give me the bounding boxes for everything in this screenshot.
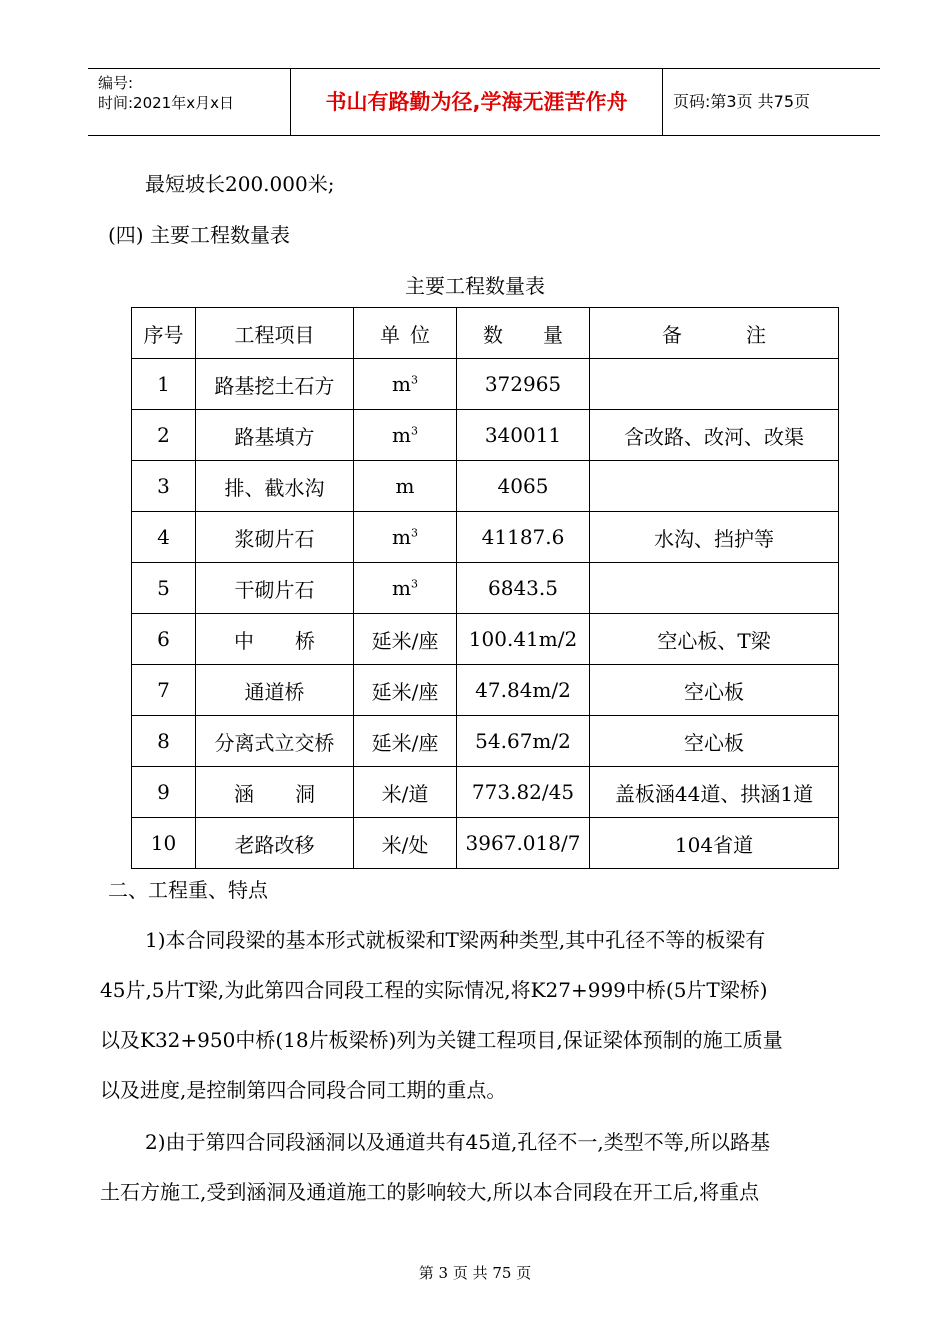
section-four-heading: (四) 主要工程数量表 <box>108 223 290 247</box>
cell-unit <box>354 818 457 869</box>
cell-note: 空心板 <box>590 716 839 767</box>
page-header <box>88 68 880 136</box>
unit-superscript: 3 <box>410 373 418 387</box>
cell-no: 7 <box>132 665 196 716</box>
unit-superscript: 3 <box>410 526 418 540</box>
unit-text: m <box>395 474 415 498</box>
cell-unit <box>354 410 457 461</box>
cell-qty: 47.84m/2 <box>457 665 590 716</box>
cell-qty: 3967.018/7 <box>457 818 590 869</box>
cell-note: 含改路、改河、改渠 <box>590 410 839 461</box>
unit-text: m <box>392 372 411 396</box>
cell-no: 2 <box>132 410 196 461</box>
col-header-unit: 单 位 <box>354 308 457 359</box>
table-row <box>132 410 839 461</box>
cell-no: 4 <box>132 512 196 563</box>
unit-text: 延米/座 <box>371 730 439 755</box>
cell-no: 5 <box>132 563 196 614</box>
unit-text: 米/处 <box>381 832 429 857</box>
table-row <box>132 359 839 410</box>
table-row <box>132 818 839 869</box>
unit-superscript: 3 <box>410 424 418 438</box>
cell-no: 3 <box>132 461 196 512</box>
cell-unit <box>354 563 457 614</box>
time-label: 时间:2021年x月x日 <box>98 94 234 112</box>
cell-item: 排、截水沟 <box>196 461 354 512</box>
cell-qty: 6843.5 <box>457 563 590 614</box>
cell-qty: 4065 <box>457 461 590 512</box>
cell-item: 分离式立交桥 <box>196 716 354 767</box>
intro-line: 最短坡长200.000米; <box>145 172 335 196</box>
cell-unit <box>354 512 457 563</box>
cell-item: 干砌片石 <box>196 563 354 614</box>
unit-text: 延米/座 <box>371 679 439 704</box>
header-page-info: 页码:第3页 共75页 <box>673 92 811 111</box>
table-row <box>132 716 839 767</box>
cell-qty: 340011 <box>457 410 590 461</box>
col-header-no: 序号 <box>132 308 196 359</box>
cell-unit <box>354 716 457 767</box>
number-label: 编号: <box>98 74 134 92</box>
table-row <box>132 512 839 563</box>
col-header-qty: 数 量 <box>457 308 590 359</box>
cell-note: 空心板 <box>590 665 839 716</box>
cell-qty: 773.82/45 <box>457 767 590 818</box>
paragraph-line: 2)由于第四合同段涵洞以及通道共有45道,孔径不一,类型不等,所以路基 <box>145 1130 771 1154</box>
cell-item: 浆砌片石 <box>196 512 354 563</box>
cell-unit <box>354 767 457 818</box>
cell-unit <box>354 461 457 512</box>
table-row <box>132 767 839 818</box>
unit-text: m <box>392 525 411 549</box>
cell-no: 1 <box>132 359 196 410</box>
cell-note: 水沟、挡护等 <box>590 512 839 563</box>
cell-note <box>590 563 839 614</box>
unit-text: 米/道 <box>381 781 429 806</box>
cell-no: 9 <box>132 767 196 818</box>
table-row <box>132 665 839 716</box>
cell-item: 中 桥 <box>196 614 354 665</box>
paragraph-line: 1)本合同段梁的基本形式就板梁和T梁两种类型,其中孔径不等的板梁有 <box>145 928 766 952</box>
cell-no: 8 <box>132 716 196 767</box>
cell-item: 路基挖土石方 <box>196 359 354 410</box>
cell-unit <box>354 614 457 665</box>
paragraph-line: 45片,5片T梁,为此第四合同段工程的实际情况,将K27+999中桥(5片T梁桥) <box>100 978 768 1002</box>
table-row <box>132 563 839 614</box>
table-row <box>132 461 839 512</box>
col-header-note: 备 注 <box>590 308 839 359</box>
cell-no: 10 <box>132 818 196 869</box>
unit-text: 延米/座 <box>371 628 439 653</box>
cell-qty: 54.67m/2 <box>457 716 590 767</box>
table-header-row <box>132 308 839 359</box>
cell-note: 空心板、T梁 <box>590 614 839 665</box>
cell-note: 盖板涵44道、拱涵1道 <box>590 767 839 818</box>
cell-qty: 100.41m/2 <box>457 614 590 665</box>
cell-note <box>590 359 839 410</box>
unit-text: m <box>392 423 411 447</box>
paragraph-line: 土石方施工,受到涵洞及通道施工的影响较大,所以本合同段在开工后,将重点 <box>100 1180 760 1204</box>
cell-note: 104省道 <box>590 818 839 869</box>
cell-item: 涵 洞 <box>196 767 354 818</box>
header-meta <box>88 69 291 135</box>
paragraph-line: 以及进度,是控制第四合同段合同工期的重点。 <box>100 1078 507 1102</box>
table-title: 主要工程数量表 <box>405 274 545 298</box>
cell-unit <box>354 665 457 716</box>
col-header-item: 工程项目 <box>196 308 354 359</box>
cell-unit <box>354 359 457 410</box>
unit-text: m <box>392 576 411 600</box>
cell-qty: 41187.6 <box>457 512 590 563</box>
unit-superscript: 3 <box>410 577 418 591</box>
cell-note <box>590 461 839 512</box>
cell-item: 路基填方 <box>196 410 354 461</box>
cell-no: 6 <box>132 614 196 665</box>
header-motto: 书山有路勤为径,学海无涯苦作舟 <box>291 69 663 135</box>
cell-qty: 372965 <box>457 359 590 410</box>
table-row <box>132 614 839 665</box>
section-two-heading: 二、工程重、特点 <box>108 878 268 902</box>
quantity-table <box>131 307 839 869</box>
cell-item: 老路改移 <box>196 818 354 869</box>
cell-item: 通道桥 <box>196 665 354 716</box>
page-footer: 第 3 页 共 75 页 <box>418 1264 532 1282</box>
paragraph-line: 以及K32+950中桥(18片板梁桥)列为关键工程项目,保证梁体预制的施工质量 <box>100 1028 783 1052</box>
